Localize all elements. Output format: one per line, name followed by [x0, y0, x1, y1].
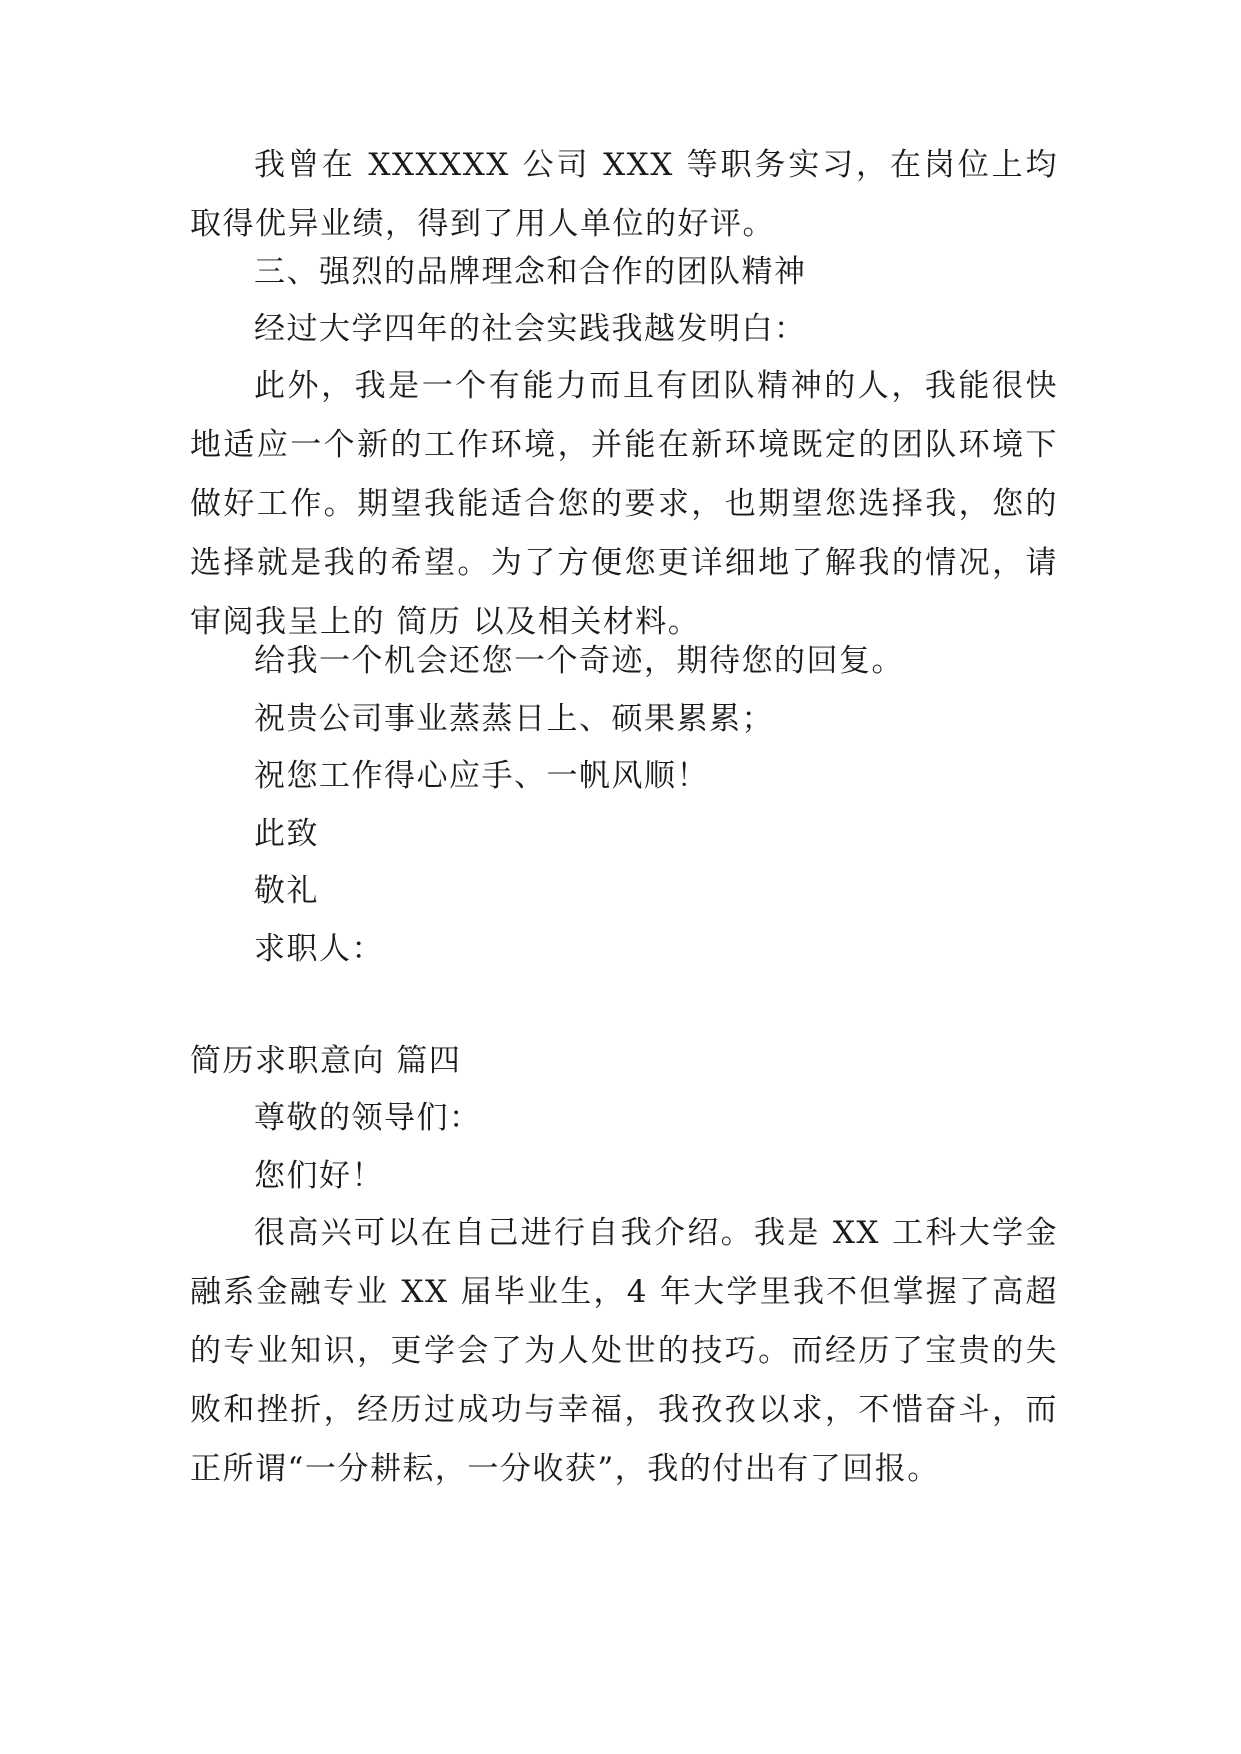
salutation: 尊敬的领导们： — [254, 1100, 482, 1136]
paragraph-self-introduction: 很高兴可以在自己进行自我介绍。我是 XX 工科大学金融系金融专业 XX 届毕业生，4 年大学里我不但掌握了高超的专业知识，更学会了为人处世的技巧。而经历了宝贵的失败和挫折，经历过成功与幸福，我孜孜以求，不惜奋斗，而正所谓“一分耕耘，一分收获”，我的付出有了回报。 — [190, 1215, 1058, 1487]
paragraph-social-practice: 经过大学四年的社会实践我越发明白： — [254, 311, 807, 347]
closing-cizhi: 此致 — [254, 816, 319, 852]
closing-jingli: 敬礼 — [254, 873, 319, 909]
paragraph-section-three-heading: 三、强烈的品牌理念和合作的团队精神 — [254, 254, 807, 290]
paragraph-team-spirit: 此外，我是一个有能力而且有团队精神的人，我能很快地适应一个新的工作环境，并能在新环境既定的团队环境下做好工作。期望我能适合您的要求，也期望您选择我，您的选择就是我的希望。为了方便您更详细地了解我的情况，请审阅我呈上的 简历 以及相关材料。 — [190, 368, 1058, 640]
paragraph-wish-work: 祝您工作得心应手、一帆风顺！ — [254, 758, 709, 794]
greeting: 您们好！ — [254, 1158, 384, 1194]
paragraph-opportunity: 给我一个机会还您一个奇迹，期待您的回复。 — [254, 643, 904, 679]
paragraph-internship: 我曾在 XXXXXX 公司 XXX 等职务实习，在岗位上均取得优异业绩，得到了用人单位的好评。 — [190, 147, 1058, 242]
paragraph-wish-company: 祝贵公司事业蒸蒸日上、硕果累累； — [254, 701, 774, 737]
signature-applicant: 求职人： — [254, 931, 384, 967]
section-heading: 简历求职意向 篇四 — [190, 1043, 462, 1079]
